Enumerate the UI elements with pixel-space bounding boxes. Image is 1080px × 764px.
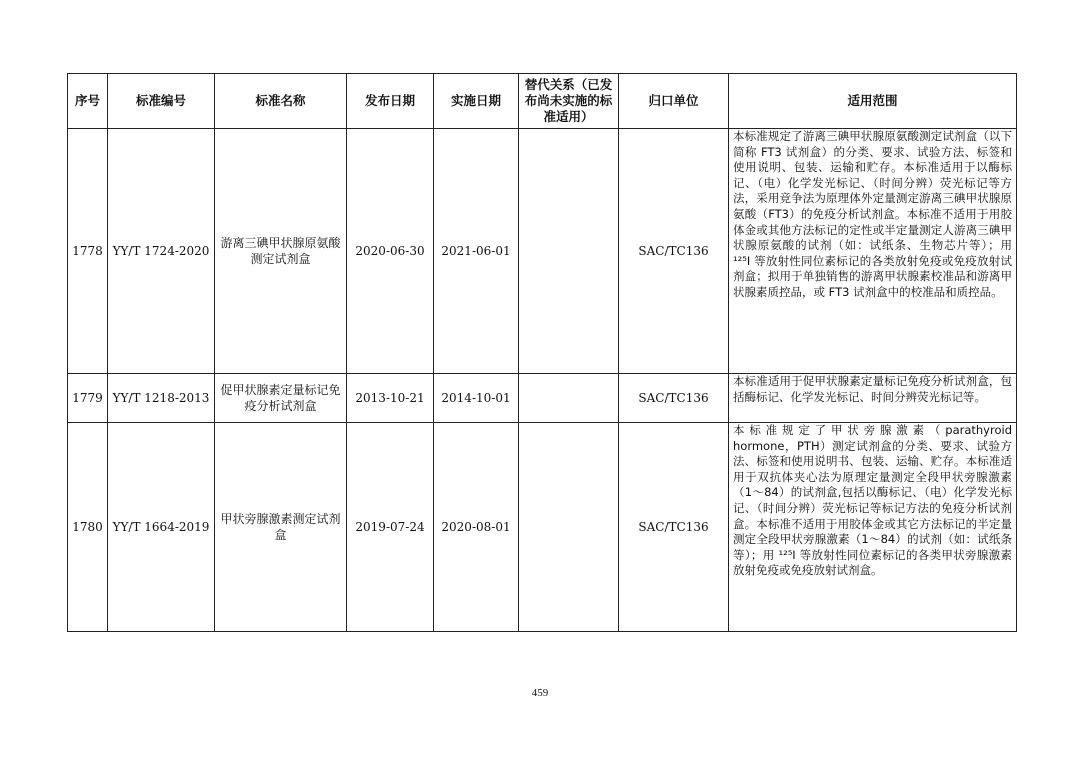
- header-row: [68, 74, 1017, 129]
- cell-publish-date: 2019-07-24: [347, 423, 434, 632]
- cell-replace: [519, 129, 619, 374]
- table-row: [68, 374, 1017, 423]
- cell-implement-date: 2020-08-01: [434, 423, 519, 632]
- cell-implement-date: 2021-06-01: [434, 129, 519, 374]
- standards-table: [67, 73, 1017, 632]
- header-seq: 序号: [68, 74, 108, 129]
- cell-seq: 1779: [68, 374, 108, 423]
- cell-publish-date: 2020-06-30: [347, 129, 434, 374]
- cell-name: 甲状旁腺激素测定试剂盒: [215, 423, 347, 632]
- cell-unit: SAC/TC136: [619, 423, 729, 632]
- header-implement-date: 实施日期: [434, 74, 519, 129]
- cell-code: YY/T 1664-2019: [108, 423, 215, 632]
- header-publish-date: 发布日期: [347, 74, 434, 129]
- header-unit: 归口单位: [619, 74, 729, 129]
- cell-replace: [519, 423, 619, 632]
- cell-scope: 本标准规定了游离三碘甲状腺原氨酸测定试剂盒（以下简称 FT3 试剂盒）的分类、要求、试验方法、标签和使用说明、包装、运输和贮存。本标准适用于以酶标记、（电）化学发光标记、（时间分辨）荧光标记等方法，采用竞争法为原理体外定量测定游离三碘甲状腺原氨酸（FT3）的免疫分析试剂盒。本标准不适用于用胶体金或其他方法标记的定性或半定量测定人游离三碘甲状腺原氨酸的试剂（如：试纸条、生物芯片等）；用 ¹²⁵I 等放射性同位素标记的各类放射免疫或免疫放射试剂盒；拟用于单独销售的游离甲状腺素校准品和游离甲状腺素质控品，或 FT3 试剂盒中的校准品和质控品。: [729, 129, 1017, 374]
- cell-scope: 本标准适用于促甲状腺素定量标记免疫分析试剂盒，包括酶标记、化学发光标记、时间分辨荧光标记等。: [729, 374, 1017, 423]
- cell-code: YY/T 1724-2020: [108, 129, 215, 374]
- cell-scope: 本标准规定了甲状旁腺激素（parathyroid hormone，PTH）测定试剂盒的分类、要求、试验方法、标签和使用说明书、包装、运输、贮存。本标准适用于双抗体夹心法为原理定量测定全段甲状旁腺激素（1～84）的试剂盒,包括以酶标记、（电）化学发光标记、（时间分辨）荧光标记等标记方法的免疫分析试剂盒。本标准不适用于用胶体金或其它方法标记的半定量测定全段甲状旁腺激素（1～84）的试剂（如：试纸条等）；用 ¹²⁵I 等放射性同位素标记的各类甲状旁腺激素放射免疫或免疫放射试剂盒。: [729, 423, 1017, 632]
- cell-seq: 1780: [68, 423, 108, 632]
- header-name: 标准名称: [215, 74, 347, 129]
- cell-name: 促甲状腺素定量标记免疫分析试剂盒: [215, 374, 347, 423]
- table-row: [68, 129, 1017, 374]
- cell-unit: SAC/TC136: [619, 129, 729, 374]
- cell-seq: 1778: [68, 129, 108, 374]
- table-row: [68, 423, 1017, 632]
- cell-name: 游离三碘甲状腺原氨酸测定试剂盒: [215, 129, 347, 374]
- header-code: 标准编号: [108, 74, 215, 129]
- cell-publish-date: 2013-10-21: [347, 374, 434, 423]
- header-scope: 适用范围: [729, 74, 1017, 129]
- cell-implement-date: 2014-10-01: [434, 374, 519, 423]
- cell-code: YY/T 1218-2013: [108, 374, 215, 423]
- header-replace: 替代关系（已发布尚未实施的标准适用）: [519, 74, 619, 129]
- cell-unit: SAC/TC136: [619, 374, 729, 423]
- page-number: 459: [531, 687, 549, 699]
- cell-replace: [519, 374, 619, 423]
